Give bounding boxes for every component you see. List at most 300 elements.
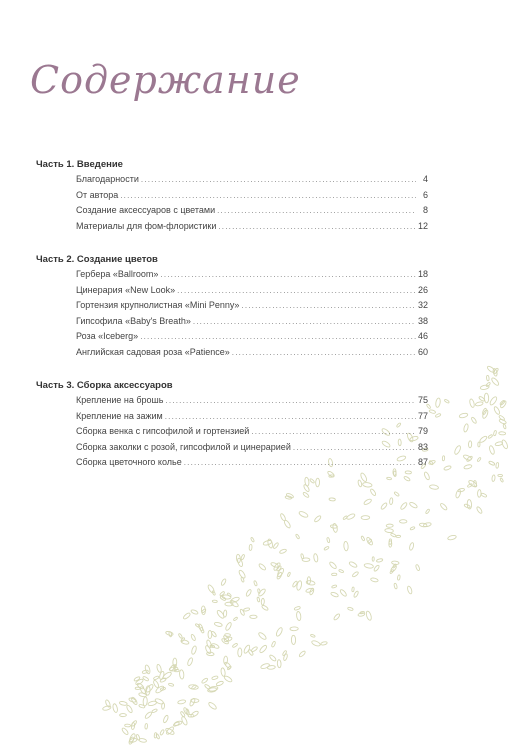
leaf-shape: [380, 502, 388, 510]
leaf-shape: [188, 714, 194, 717]
leaf-shape: [367, 539, 372, 544]
leaf-shape: [290, 627, 298, 631]
leaf-shape: [466, 455, 473, 462]
leaf-shape: [373, 564, 380, 571]
leaf-shape: [179, 670, 184, 680]
leaf-shape: [168, 683, 174, 687]
leaf-shape: [365, 611, 372, 621]
leaf-shape: [153, 680, 160, 689]
leaf-shape: [273, 542, 279, 549]
leaf-shape: [493, 430, 497, 436]
toc-entry[interactable]: [76, 188, 428, 204]
leaf-shape: [258, 632, 267, 641]
leaf-shape: [135, 687, 140, 689]
leaf-shape: [178, 633, 183, 638]
leaf-shape: [467, 499, 472, 509]
leaf-shape: [169, 631, 173, 637]
leaf-shape: [481, 493, 487, 498]
leaf-shape: [129, 738, 137, 743]
toc-page-number: 26: [417, 284, 428, 295]
leaf-shape: [238, 569, 246, 579]
leaf-shape: [243, 607, 250, 611]
leaf-shape: [227, 593, 232, 597]
leaf-shape: [260, 663, 270, 670]
leaf-shape: [121, 727, 129, 735]
toc-entry[interactable]: [76, 409, 428, 425]
toc-part-heading: Часть 1. Введение: [36, 159, 123, 170]
leaf-shape: [477, 457, 481, 462]
leaf-shape: [306, 580, 316, 586]
leaf-shape: [195, 623, 200, 627]
leaf-shape: [267, 539, 273, 549]
toc-page-number: 60: [417, 346, 428, 357]
leaf-shape: [282, 650, 287, 656]
leaf-shape: [321, 641, 328, 645]
leaf-shape: [270, 562, 279, 568]
leaf-shape: [492, 368, 497, 376]
leaf-shape: [302, 558, 310, 561]
leaf-shape: [144, 665, 151, 675]
leaf-shape: [423, 522, 431, 527]
leaf-shape: [447, 535, 456, 541]
leaf-shape: [283, 519, 291, 528]
leaf-shape: [225, 633, 231, 636]
leaf-shape: [455, 489, 461, 498]
leaf-shape: [259, 644, 268, 653]
leaf-shape: [389, 498, 393, 505]
leaf-shape: [390, 533, 396, 538]
toc-dot-leader: [120, 188, 416, 204]
leaf-shape: [464, 464, 473, 470]
toc-entry[interactable]: [76, 329, 428, 345]
leaf-shape: [236, 554, 241, 563]
leaf-shape: [493, 406, 500, 415]
toc-entry[interactable]: [76, 424, 428, 440]
leaf-shape: [142, 676, 149, 682]
leaf-shape: [183, 707, 189, 715]
leaf-shape: [467, 483, 473, 487]
leaf-shape: [238, 648, 242, 657]
toc-dot-leader: [160, 267, 416, 283]
leaf-shape: [212, 676, 219, 681]
leaf-shape: [302, 492, 309, 499]
leaf-shape: [160, 677, 167, 683]
leaf-shape: [207, 687, 217, 692]
leaf-shape: [339, 569, 344, 573]
leaf-shape: [500, 400, 506, 406]
leaf-shape: [239, 609, 245, 616]
leaf-shape: [343, 541, 348, 551]
toc-dot-leader: [165, 409, 416, 425]
leaf-shape: [258, 563, 266, 571]
leaf-shape: [498, 474, 503, 476]
toc-entry[interactable]: [76, 283, 428, 299]
toc-entry-label: Гербера «Ballroom»: [76, 269, 159, 279]
leaf-shape: [221, 638, 229, 645]
leaf-shape: [407, 586, 413, 595]
leaf-shape: [112, 703, 118, 713]
leaf-shape: [212, 591, 216, 596]
leaf-shape: [419, 523, 427, 528]
leaf-shape: [428, 460, 435, 465]
leaf-shape: [208, 686, 218, 692]
toc-entry-label: Сборка венка с гипсофилой и гортензией: [76, 426, 250, 436]
toc-dot-leader: [193, 314, 416, 330]
leaf-shape: [389, 539, 392, 545]
toc-entry-label: Крепление на брошь: [76, 395, 164, 405]
leaf-shape: [220, 596, 227, 602]
leaf-shape: [142, 670, 149, 674]
leaf-shape: [223, 635, 229, 641]
leaf-shape: [181, 639, 190, 645]
leaf-shape: [144, 711, 152, 719]
leaf-shape: [276, 572, 282, 580]
toc-entry[interactable]: [76, 345, 428, 361]
leaf-shape: [468, 441, 471, 448]
leaf-shape: [189, 698, 196, 707]
leaf-shape: [120, 714, 127, 717]
leaf-shape: [471, 417, 477, 424]
leaf-shape: [330, 592, 339, 598]
leaf-shape: [102, 705, 111, 711]
leaf-shape: [169, 667, 178, 672]
leaf-shape: [139, 738, 147, 743]
leaf-shape: [191, 699, 199, 703]
leaf-shape: [464, 504, 471, 509]
leaf-shape: [484, 393, 489, 403]
table-of-contents: [36, 158, 428, 490]
leaf-shape: [269, 654, 277, 662]
leaf-shape: [489, 396, 498, 406]
leaf-shape: [223, 656, 227, 665]
leaf-shape: [263, 540, 273, 546]
leaf-shape: [473, 480, 476, 486]
leaf-shape: [501, 439, 509, 449]
leaf-shape: [271, 641, 276, 647]
leaf-shape: [332, 573, 337, 575]
leaf-shape: [173, 658, 177, 667]
toc-entry-label: Материалы для фом-флористики: [76, 220, 217, 231]
leaf-shape: [136, 682, 144, 689]
leaf-shape: [233, 617, 238, 621]
leaf-shape: [503, 424, 507, 429]
leaf-shape: [273, 562, 281, 571]
leaf-shape: [415, 564, 420, 571]
leaf-shape: [174, 720, 183, 726]
leaf-shape: [230, 596, 240, 603]
leaf-shape: [160, 729, 165, 735]
toc-entry[interactable]: [76, 440, 428, 456]
leaf-shape: [232, 643, 238, 648]
leaf-shape: [361, 516, 370, 520]
leaf-shape: [119, 701, 127, 706]
leaf-shape: [138, 692, 146, 697]
leaf-shape: [298, 510, 308, 518]
leaf-shape: [173, 664, 177, 669]
leaf-shape: [459, 412, 468, 418]
leaf-shape: [333, 613, 341, 621]
toc-dot-leader: [165, 393, 416, 409]
leaf-shape: [352, 571, 359, 578]
leaf-shape: [391, 561, 399, 565]
leaf-shape: [126, 705, 133, 714]
leaf-shape: [201, 609, 206, 614]
leaf-shape: [183, 612, 191, 620]
leaf-shape: [145, 684, 154, 694]
toc-entry-label: Гортензия крупнолистная «Mini Penny»: [76, 300, 240, 310]
leaf-shape: [253, 580, 257, 586]
leaf-shape: [131, 722, 135, 729]
leaf-shape: [165, 726, 174, 735]
leaf-shape: [160, 687, 166, 691]
leaf-shape: [500, 400, 508, 408]
leaf-shape: [370, 577, 378, 582]
leaf-shape: [286, 493, 294, 499]
toc-page-number: 83: [417, 441, 428, 452]
leaf-shape: [327, 537, 331, 543]
leaf-shape: [159, 671, 165, 680]
leaf-shape: [311, 640, 321, 647]
toc-page-number: 75: [417, 395, 428, 405]
leaf-shape: [397, 575, 400, 581]
leaf-shape: [219, 591, 225, 596]
leaf-shape: [458, 488, 465, 492]
toc-part-1: [36, 158, 428, 234]
leaf-shape: [105, 699, 111, 707]
toc-page-number: 6: [422, 189, 428, 200]
leaf-shape: [499, 432, 506, 436]
leaf-shape: [329, 498, 336, 501]
toc-dot-leader: [217, 203, 416, 219]
toc-entry[interactable]: [76, 219, 428, 235]
leaf-shape: [187, 657, 194, 666]
leaf-shape: [211, 643, 220, 650]
leaf-shape: [261, 598, 264, 605]
leaf-shape: [330, 525, 337, 529]
leaf-shape: [486, 382, 491, 387]
leaf-shape: [174, 669, 179, 671]
toc-entry[interactable]: [76, 298, 428, 314]
leaf-shape: [143, 697, 148, 706]
leaf-shape: [429, 409, 436, 414]
leaf-shape: [479, 435, 488, 443]
leaf-shape: [156, 734, 160, 740]
toc-entry-label: Сборка цветочного колье: [76, 457, 182, 467]
toc-entry-label: Английская садовая роза «Patience»: [76, 346, 230, 357]
leaf-shape: [277, 660, 281, 668]
toc-dot-leader: [218, 219, 416, 235]
leaf-shape: [346, 513, 356, 520]
toc-entry[interactable]: [76, 393, 428, 409]
leaf-shape: [154, 733, 157, 739]
toc-part-2: [36, 253, 428, 360]
leaf-shape: [163, 715, 169, 724]
leaf-shape: [410, 526, 415, 530]
leaf-shape: [347, 607, 353, 611]
leaf-shape: [443, 465, 451, 471]
toc-entry[interactable]: [76, 314, 428, 330]
toc-entry-label: Гипсофила «Baby's Breath»: [76, 315, 191, 326]
leaf-shape: [191, 645, 197, 654]
toc-entry-label: Благодарности: [76, 174, 139, 184]
leaf-shape: [257, 589, 260, 594]
leaf-shape: [249, 544, 252, 550]
leaf-shape: [296, 611, 301, 621]
toc-dot-leader: [241, 298, 416, 314]
leaf-shape: [136, 734, 141, 740]
leaf-shape: [396, 535, 401, 537]
leaf-shape: [275, 627, 283, 637]
leaf-shape: [165, 727, 175, 735]
toc-entry-label: Крепление на зажим: [76, 410, 163, 421]
leaf-shape: [376, 558, 383, 562]
leaf-shape: [294, 606, 301, 611]
leaf-shape: [435, 413, 441, 418]
leaf-shape: [425, 509, 430, 514]
leaf-shape: [181, 716, 188, 726]
leaf-shape: [216, 609, 225, 619]
toc-page-number: 46: [417, 331, 428, 341]
leaf-shape: [364, 563, 374, 569]
leaf-shape: [480, 384, 490, 390]
leaf-shape: [385, 528, 394, 533]
leaf-shape: [496, 462, 499, 468]
leaf-shape: [339, 589, 347, 597]
leaf-shape: [201, 677, 208, 684]
toc-dot-leader: [293, 440, 416, 456]
leaf-shape: [486, 365, 495, 373]
leaf-shape: [208, 630, 212, 638]
toc-dot-leader: [177, 283, 416, 299]
leaf-shape: [386, 524, 393, 527]
leaf-shape: [493, 368, 499, 374]
leaf-shape: [241, 577, 245, 582]
toc-page-number: 12: [417, 220, 428, 231]
leaf-shape: [145, 686, 150, 696]
toc-entry[interactable]: [76, 455, 428, 471]
leaf-shape: [468, 479, 478, 488]
leaf-shape: [243, 644, 251, 654]
leaf-shape: [190, 634, 196, 641]
leaf-shape: [223, 675, 232, 683]
leaf-shape: [128, 736, 134, 744]
leaf-shape: [261, 605, 269, 612]
leaf-shape: [134, 676, 141, 682]
toc-part-heading: Часть 2. Создание цветов: [36, 254, 158, 265]
leaf-shape: [478, 396, 485, 402]
leaf-shape: [169, 664, 176, 672]
leaf-shape: [283, 654, 288, 661]
leaf-shape: [491, 377, 500, 387]
toc-entry-label: Роза «Iceberg»: [76, 331, 139, 341]
leaf-shape: [429, 484, 439, 490]
toc-dot-leader: [232, 345, 416, 361]
leaf-shape: [223, 610, 227, 617]
leaf-shape: [361, 536, 365, 541]
leaf-shape: [463, 454, 472, 461]
leaf-shape: [162, 671, 172, 680]
leaf-shape: [296, 580, 302, 590]
leaf-shape: [201, 606, 205, 615]
leaf-shape: [250, 537, 254, 542]
leaf-shape: [280, 513, 287, 521]
leaf-shape: [165, 631, 173, 636]
leaf-shape: [389, 541, 392, 548]
toc-entry-label: Создание аксессуаров с цветами: [76, 205, 216, 215]
leaf-shape: [409, 501, 418, 509]
leaf-shape: [156, 664, 162, 673]
leaf-shape: [292, 581, 298, 588]
toc-page-number: 18: [417, 269, 428, 279]
toc-entry[interactable]: [76, 267, 428, 283]
leaf-shape: [276, 565, 282, 571]
leaf-shape: [216, 681, 224, 687]
leaf-shape: [250, 615, 257, 618]
leaf-shape: [245, 589, 252, 597]
leaf-shape: [191, 685, 197, 690]
leaf-shape: [309, 588, 314, 596]
leaf-shape: [145, 723, 148, 729]
leaf-shape: [477, 490, 481, 498]
leaf-shape: [363, 498, 372, 505]
leaf-shape: [390, 569, 394, 574]
leaf-shape: [225, 622, 233, 631]
leaf-shape: [152, 709, 158, 714]
leaf-shape: [153, 676, 159, 680]
leaf-shape: [220, 578, 226, 586]
leaf-shape: [444, 399, 450, 404]
leaf-shape: [125, 724, 131, 727]
leaf-shape: [499, 419, 507, 425]
leaf-shape: [198, 623, 204, 631]
leaf-shape: [210, 645, 215, 648]
leaf-shape: [482, 408, 487, 415]
toc-entry[interactable]: [76, 203, 428, 219]
leaf-shape: [222, 595, 231, 600]
leaf-shape: [237, 558, 244, 568]
toc-dot-leader: [141, 172, 416, 188]
leaf-shape: [429, 460, 434, 465]
toc-entry[interactable]: [76, 172, 428, 188]
leaf-shape: [314, 515, 322, 523]
leaf-shape: [211, 631, 217, 638]
leaf-shape: [212, 600, 217, 603]
leaf-shape: [353, 591, 359, 598]
leaf-shape: [180, 637, 185, 642]
leaf-shape: [331, 585, 336, 589]
toc-page-number: 4: [422, 174, 428, 184]
leaf-shape: [305, 588, 313, 593]
toc-page-number: 8: [422, 205, 428, 215]
leaf-shape: [154, 698, 164, 705]
leaf-shape: [220, 668, 225, 677]
leaf-shape: [440, 503, 448, 511]
leaf-shape: [392, 564, 396, 569]
toc-entry-label: Цинерария «New Look»: [76, 284, 176, 295]
page-title: Содержание: [30, 58, 301, 102]
leaf-shape: [394, 583, 398, 589]
leaf-shape: [358, 612, 365, 616]
leaf-shape: [486, 375, 489, 381]
leaf-shape: [299, 650, 307, 657]
leaf-shape: [390, 565, 397, 573]
toc-part-heading: Часть 3. Сборка аксессуаров: [36, 380, 173, 391]
leaf-shape: [177, 699, 186, 704]
leaf-shape: [279, 549, 287, 555]
leaf-shape: [139, 704, 146, 708]
leaf-shape: [343, 515, 348, 520]
leaf-shape: [130, 696, 138, 705]
